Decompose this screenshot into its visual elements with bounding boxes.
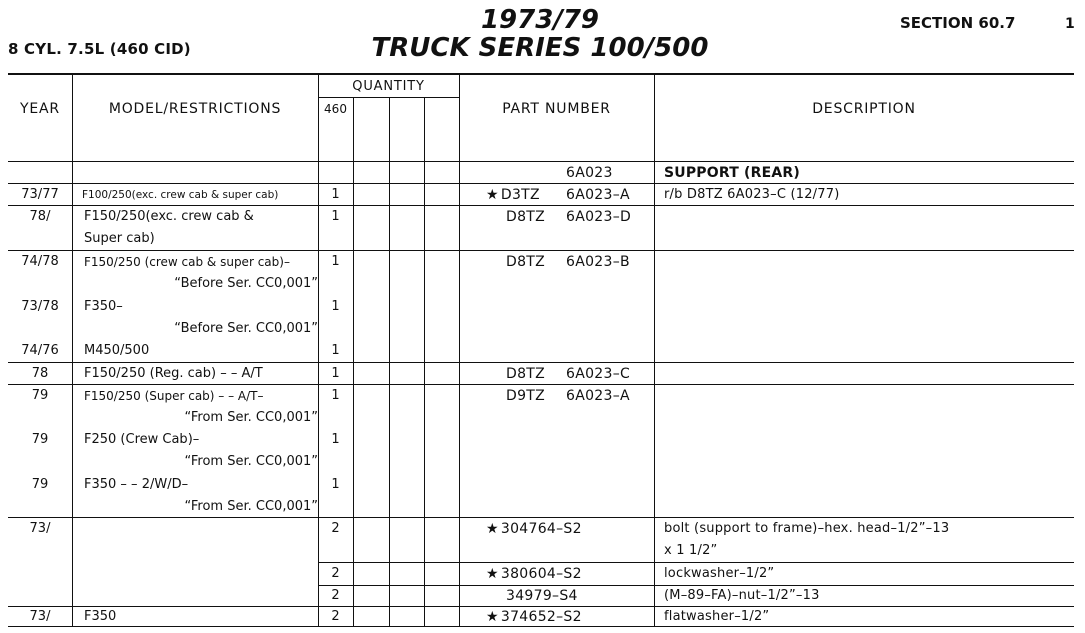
row-part-suffix: 6A023–D: [566, 209, 632, 225]
row-part-prefix: D8TZ: [506, 209, 546, 225]
row-part-suffix: 6A023–C: [566, 366, 631, 382]
row-model: F150/250(exc. crew cab &: [84, 209, 254, 224]
row-part-suffix: 6A023–B: [566, 254, 630, 270]
row-part-prefix: D9TZ: [506, 388, 546, 404]
row-model: F350: [84, 609, 117, 624]
col-divider-year: [72, 74, 73, 626]
row-qty: 1: [331, 254, 340, 269]
row-year: 79: [31, 432, 49, 447]
row-model-cont: “Before Ser. CC0,001”: [174, 276, 318, 291]
row-part-suffix: 6A023–A: [566, 187, 630, 203]
col-divider-qty: [459, 74, 460, 626]
row-description: (M–89–FA)–nut–1/2”–13: [664, 588, 820, 603]
col-header-year: YEAR: [20, 101, 60, 117]
row-year: 79: [31, 388, 49, 403]
row-qty: 1: [331, 366, 340, 381]
row-model: M450/500: [84, 343, 150, 358]
row-model: F150/250 (crew cab & super cab)–: [84, 255, 290, 269]
row-model: F350 – – 2/W/D–: [84, 477, 189, 492]
row-qty: 1: [331, 343, 340, 358]
row-year: 73/77: [21, 187, 59, 202]
row-year: 79: [31, 477, 49, 492]
row-qty: 1: [331, 187, 340, 202]
row-year: 78/: [29, 209, 51, 224]
row-qty: 1: [331, 477, 340, 492]
row-year: 74/76: [21, 343, 59, 358]
row-model-cont: “From Ser. CC0,001”: [184, 499, 318, 514]
group-description: SUPPORT (REAR): [664, 165, 801, 181]
row-year: 73/: [29, 609, 51, 624]
group-base-part: 6A023: [566, 165, 613, 181]
row-year: 74/78: [21, 254, 59, 269]
row-rule: [8, 362, 1074, 363]
star-icon: ★: [486, 521, 499, 537]
star-icon: ★: [486, 187, 499, 203]
row-part-number: ★ 380604–S2: [486, 566, 582, 582]
row-model-cont: Super cab): [84, 231, 155, 246]
row-part-number: ★ 304764–S2: [486, 521, 582, 537]
row-rule: [318, 562, 1074, 563]
row-model: F250 (Crew Cab)–: [84, 432, 200, 447]
col-header-model: MODEL/RESTRICTIONS: [108, 101, 282, 117]
row-model: F150/250 (Reg. cab) – – A/T: [84, 366, 263, 381]
row-model-cont: “Before Ser. CC0,001”: [174, 321, 318, 336]
row-model-cont: “From Ser. CC0,001”: [184, 454, 318, 469]
row-description-cont: x 1 1/2”: [664, 543, 718, 558]
row-model-cont: “From Ser. CC0,001”: [184, 410, 318, 425]
col-header-part-number: PART NUMBER: [502, 101, 611, 117]
row-rule: [8, 183, 1074, 184]
row-qty: 1: [331, 299, 340, 314]
row-model: F350–: [84, 299, 123, 314]
row-part-prefix: D8TZ: [506, 254, 546, 270]
row-qty: 1: [331, 209, 340, 224]
section-number: SECTION 60.7: [900, 14, 1016, 32]
row-part-number: 34979–S4: [506, 588, 578, 604]
header-bottom-rule: [8, 161, 1074, 162]
row-year: 73/78: [21, 299, 59, 314]
row-qty: 2: [331, 566, 340, 581]
title-years: 1973/79: [480, 5, 600, 35]
star-icon: ★: [486, 566, 499, 582]
row-rule: [8, 384, 1074, 385]
row-part-prefix: D8TZ: [506, 366, 546, 382]
row-part-number: ★ 374652–S2: [486, 609, 582, 625]
title-series: TRUCK SERIES 100/500: [371, 33, 709, 63]
star-icon: ★: [486, 609, 499, 625]
row-qty: 2: [331, 588, 340, 603]
row-qty: 1: [331, 432, 340, 447]
row-qty: 1: [331, 388, 340, 403]
row-description: r/b D8TZ 6A023–C (12/77): [664, 187, 840, 202]
row-description: lockwasher–1/2”: [664, 566, 775, 581]
quantity-subrule: [318, 97, 459, 98]
row-model: F150/250 (Super cab) – – A/T–: [84, 389, 264, 403]
row-qty: 2: [331, 609, 340, 624]
col-header-quantity: QUANTITY: [352, 79, 425, 94]
engine-label: 8 CYL. 7.5L (460 CID): [8, 40, 191, 58]
col-header-description: DESCRIPTION: [812, 101, 916, 117]
row-rule: [8, 250, 1074, 251]
col-divider-part: [654, 74, 655, 626]
row-description: bolt (support to frame)–hex. head–1/2”–13: [664, 521, 950, 536]
row-year: 78: [31, 366, 49, 381]
row-rule: [8, 205, 1074, 206]
page-number: 1: [1065, 16, 1075, 32]
row-year: 73/: [29, 521, 51, 536]
row-rule: [8, 517, 1074, 518]
col-header-qty-460: 460: [324, 102, 347, 116]
row-qty: 2: [331, 521, 340, 536]
row-description: flatwasher–1/2”: [664, 609, 770, 624]
row-part-prefix: ★ D3TZ: [486, 187, 540, 203]
row-model: F100/250(exc. crew cab & super cab): [82, 189, 279, 201]
table-top-rule: [8, 73, 1074, 75]
row-part-suffix: 6A023–A: [566, 388, 630, 404]
